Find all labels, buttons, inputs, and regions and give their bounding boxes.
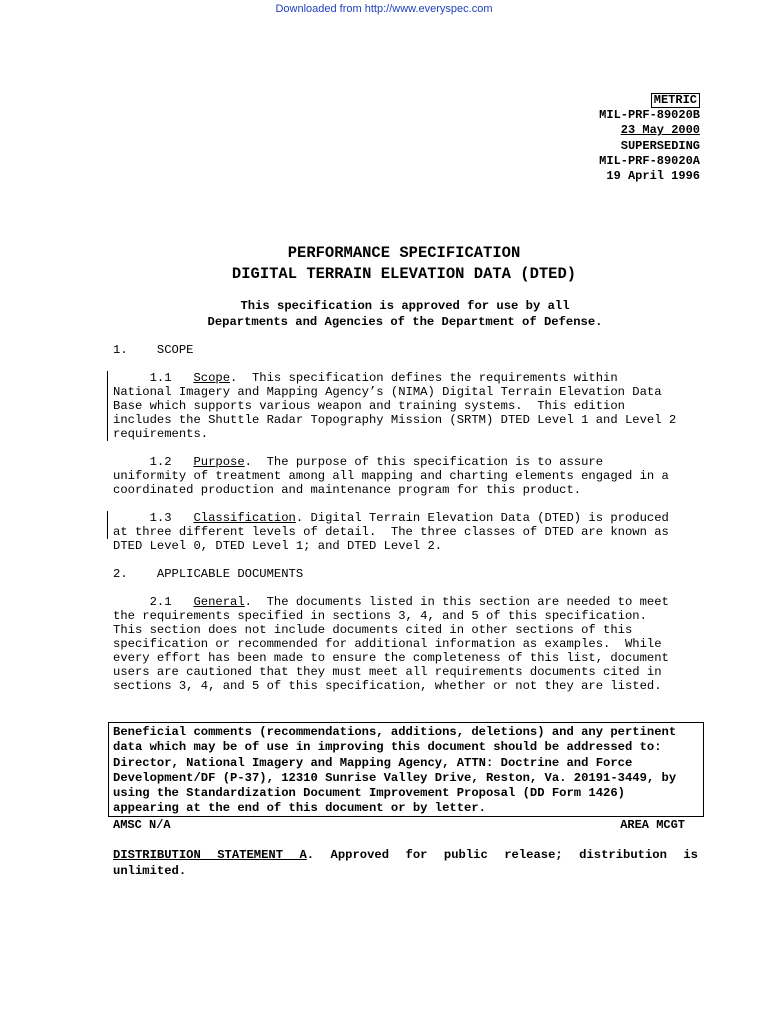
superseded-document-id: MIL-PRF-89020A [599,153,700,168]
superseding-label: SUPERSEDING [620,138,700,153]
paragraph-1-3: 1.3 Classification. Digital Terrain Elevation Data (DTED) is produced at three different levels of detail. The three classes of DTED are known as DTED Level 0, DTED Level 1; and DTED Level 2. [113,511,669,553]
page-title: PERFORMANCE SPECIFICATION [287,244,521,262]
distribution-statement: DISTRIBUTION STATEMENT A. Approved for public release; distribution is unlimited. [113,848,699,878]
section-2-heading: 2. APPLICABLE DOCUMENTS [113,567,304,581]
page-subtitle: DIGITAL TERRAIN ELEVATION DATA (DTED) [231,265,577,283]
term-general: General [193,595,245,609]
document-date: 23 May 2000 [620,123,700,138]
term-scope: Scope [193,371,231,385]
distribution-label: DISTRIBUTION STATEMENT A [113,848,307,862]
paragraph-2-1: 2.1 General. The documents listed in this section are needed to meet the requirements specified in sections 3, 4, and 5 of this specification. This section does not include documents cited in other sections of this specification or recommended for additional information as examples. While every effort has been made to ensure the completeness of this list, document users are cautioned that they must meet all requirements documents cited in sections 3, 4, and 5 of this specification, whether or not they are listed. [113,595,669,693]
superseded-document-date: 19 April 1996 [606,169,700,184]
term-classification: Classification [193,511,296,525]
section-1-heading: 1. SCOPE [113,343,194,357]
approval-line-2: Departments and Agencies of the Department of Defense. [207,315,603,329]
paragraph-1-1: 1.1 Scope. This specification defines the requirements within National Imagery and Mapping Agency’s (NIMA) Digital Terrain Elevation Data Base which supports various weapon and training systems. This edition includes the Shuttle Radar Topography Mission (SRTM) DTED Level 1 and Level 2 requirements. [113,371,677,441]
change-bar [107,371,108,441]
download-link[interactable]: Downloaded from http://www.everyspec.com [275,3,493,15]
change-bar [107,511,108,539]
area-label: AREA MCGT [620,818,685,832]
paragraph-1-2: 1.2 Purpose. The purpose of this specification is to assure uniformity of treatment among all mapping and charting elements engaged in a coordinated production and maintenance program for this product. [113,455,669,497]
document-header [599,93,700,184]
comments-box: Beneficial comments (recommendations, additions, deletions) and any pertinent data which may be of use in improving this document should be addressed to: Director, National Imagery and Mapping Agency, ATTN: Doctrine and Force Development/DF (P-37), 12310 Sunrise Valley Drive, Reston, Va. 20191-3449, by using the Standardization Document Improvement Proposal (DD Form 1426) appearing at the end of this document or by letter. [108,722,704,817]
metric-label: METRIC [651,93,700,108]
approval-line-1: This specification is approved for use by all [240,299,570,313]
term-purpose: Purpose [193,455,245,469]
amsc-label: AMSC N/A [113,818,171,832]
document-id: MIL-PRF-89020B [599,108,700,123]
